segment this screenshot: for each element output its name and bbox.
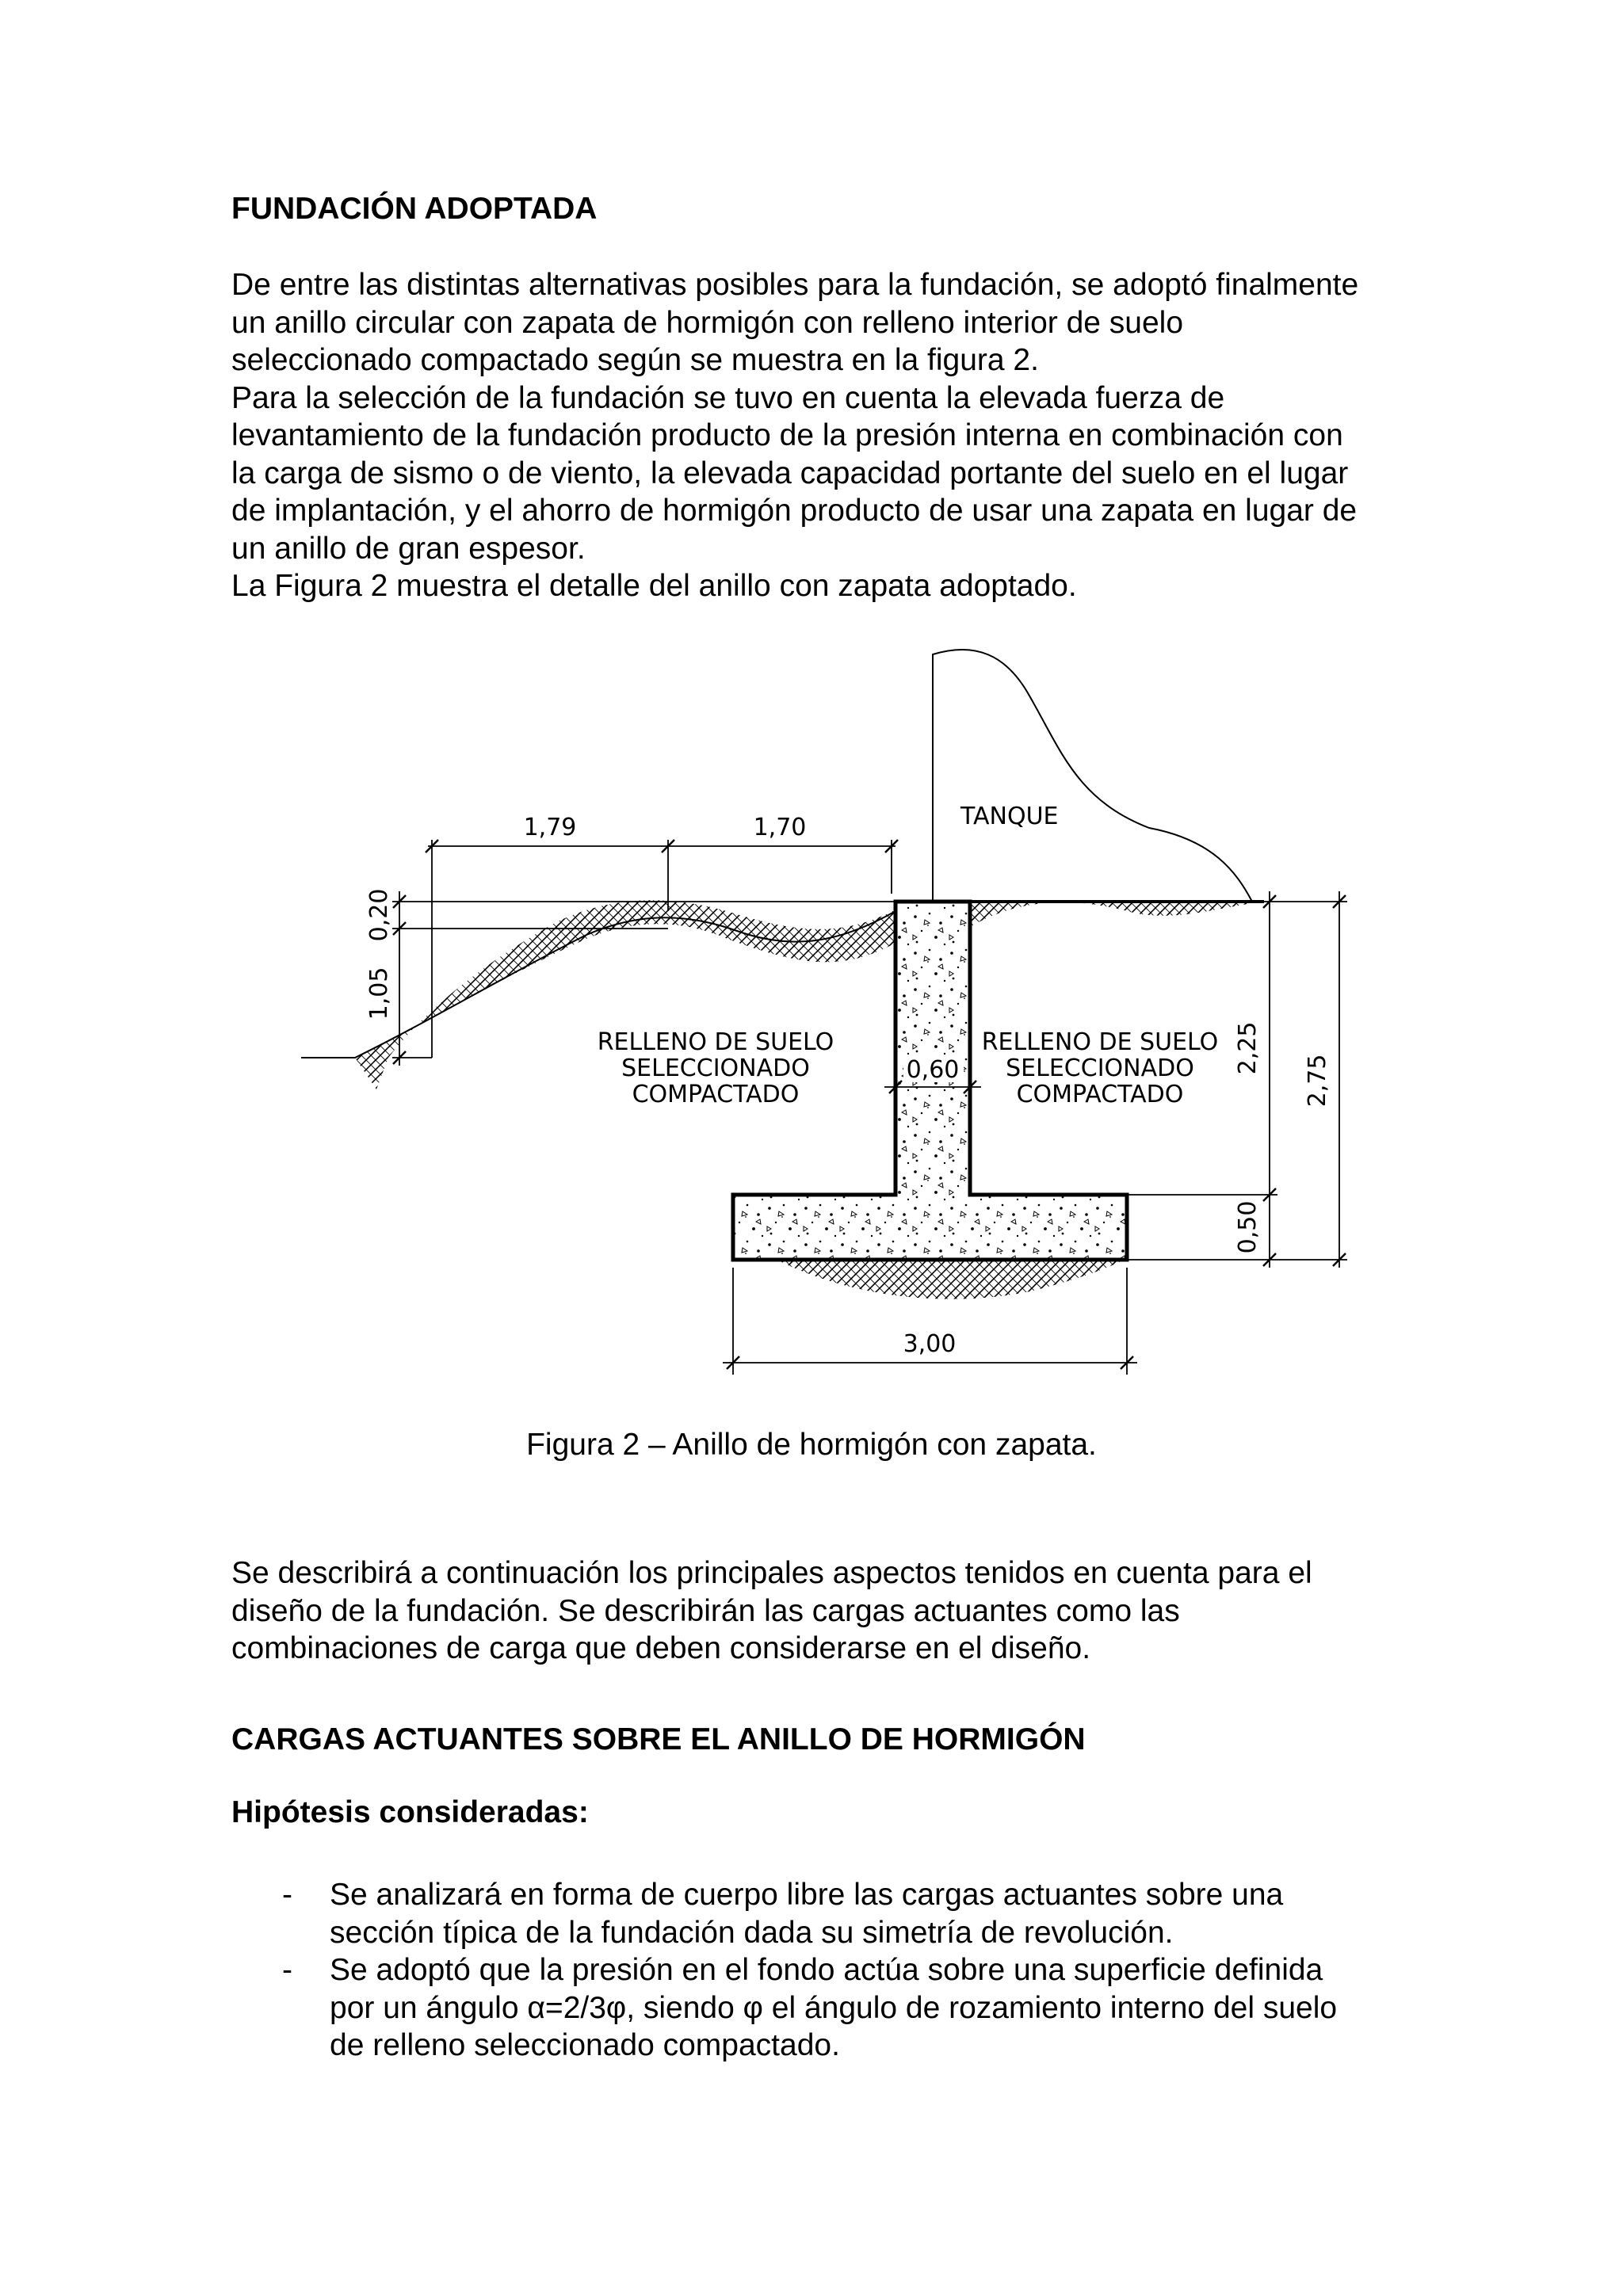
text-line: un anillo de gran espesor. bbox=[231, 531, 586, 566]
bullet-dash: - bbox=[282, 1953, 292, 1987]
text-line: diseño de la fundación. Se describirán las cargas actuantes como las bbox=[231, 1593, 1180, 1628]
dim-left-small: 0,20 bbox=[365, 888, 393, 942]
dim-left-large: 1,05 bbox=[365, 967, 393, 1020]
tank-outline bbox=[933, 650, 1252, 902]
intro-paragraph bbox=[231, 266, 1531, 605]
text-line: seleccionado compactado según se muestra en la figura 2. bbox=[231, 343, 1039, 377]
figure-caption: Figura 2 – Anillo de hormigón con zapata. bbox=[526, 1428, 1097, 1462]
list-item bbox=[231, 1876, 1563, 1951]
fill-label-right-1: RELLENO DE SUELO bbox=[981, 1028, 1219, 1056]
list-item bbox=[231, 1951, 1563, 2065]
text-line: La Figura 2 muestra el detalle del anillo con zapata adoptado. bbox=[231, 569, 1077, 603]
text-line: De entre las distintas alternativas posibles para la fundación, se adoptó finalmente bbox=[231, 268, 1359, 302]
dim-top-left: 1,79 bbox=[523, 814, 577, 841]
dim-right-footing: 0,50 bbox=[1234, 1200, 1262, 1254]
soil-hatch-under-footing bbox=[777, 1260, 1124, 1299]
text-line: de relleno seleccionado compactado. bbox=[330, 2028, 840, 2062]
text-line: sección típica de la fundación dada su simetría de revolución. bbox=[330, 1915, 1174, 1950]
figure-2-diagram bbox=[0, 618, 1623, 1394]
text-line: un anillo circular con zapata de hormigón con relleno interior de suelo bbox=[231, 305, 1184, 340]
description-paragraph bbox=[231, 1554, 1531, 1668]
text-line: Se adoptó que la presión en el fondo actúa sobre una superficie definida bbox=[330, 1953, 1323, 1987]
soil-hatch-right bbox=[970, 902, 1252, 927]
text-line: Para la selección de la fundación se tuvo en cuenta la elevada fuerza de bbox=[231, 380, 1225, 415]
text-line: de implantación, y el ahorro de hormigón producto de usar una zapata en lugar de bbox=[231, 494, 1358, 528]
bullet-dash: - bbox=[282, 1878, 292, 1912]
tank-label: TANQUE bbox=[960, 803, 1059, 830]
text-line: Se describirá a continuación los principales aspectos tenidos en cuenta para el bbox=[231, 1556, 1312, 1590]
text-line: por un ángulo α=2/3φ, siendo φ el ángulo de rozamiento interno del suelo bbox=[330, 1990, 1338, 2025]
text-line: Se analizará en forma de cuerpo libre las cargas actuantes sobre una bbox=[330, 1878, 1284, 1912]
dim-top-right: 1,70 bbox=[753, 814, 807, 841]
dim-right-total: 2,75 bbox=[1304, 1054, 1331, 1108]
heading-cargas-actuantes: CARGAS ACTUANTES SOBRE EL ANILLO DE HORMIGÓN bbox=[231, 1722, 1086, 1756]
dim-wall-thickness: 0,60 bbox=[906, 1056, 960, 1084]
text-line: levantamiento de la fundación producto de la presión interna en combinación con bbox=[231, 418, 1343, 452]
fill-label-left-2: SELECCIONADO bbox=[621, 1055, 810, 1082]
soil-hatch-ground-left bbox=[355, 1058, 388, 1089]
dim-right-wall: 2,25 bbox=[1234, 1021, 1262, 1075]
dim-footing-width: 3,00 bbox=[903, 1330, 957, 1358]
fill-label-right-3: COMPACTADO bbox=[1016, 1081, 1184, 1108]
text-line: combinaciones de carga que deben considerarse en el diseño. bbox=[231, 1631, 1091, 1665]
fill-label-left-1: RELLENO DE SUELO bbox=[597, 1028, 834, 1056]
fill-label-right-2: SELECCIONADO bbox=[1006, 1055, 1194, 1082]
heading-hipotesis: Hipótesis consideradas: bbox=[231, 1795, 589, 1829]
text-line: la carga de sismo o de viento, la elevada capacidad portante del suelo en el lugar bbox=[231, 456, 1349, 490]
heading-fundacion-adoptada: FUNDACIÓN ADOPTADA bbox=[231, 192, 598, 226]
hypotheses-list bbox=[231, 1876, 1563, 2065]
fill-label-left-3: COMPACTADO bbox=[632, 1081, 800, 1108]
